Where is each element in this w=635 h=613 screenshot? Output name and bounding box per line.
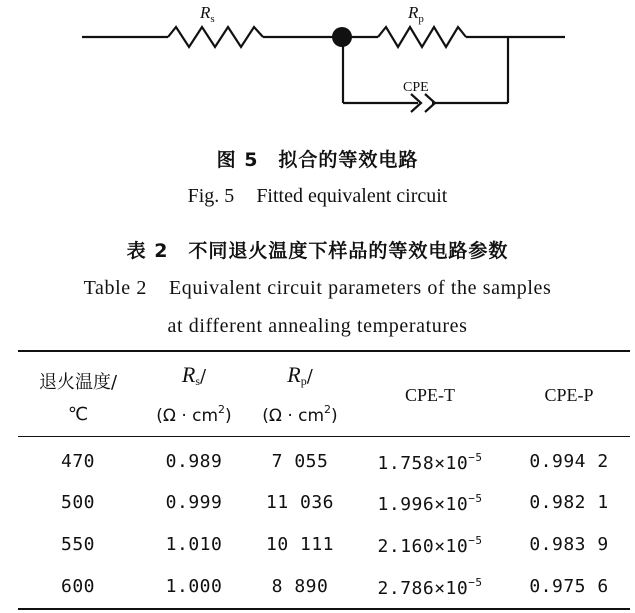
cell-cpe-t: $2.786\times 10^{-5}$ [377, 576, 483, 599]
header-rp: $R_p/$ [287, 362, 313, 388]
table-caption-en-line1 [0, 277, 635, 300]
cell-cpe-t: $1.996\times 10^{-5}$ [377, 492, 483, 515]
resistor-rp [378, 27, 466, 47]
header-temp-line2: ℃ [67, 404, 89, 425]
header-cpe-p: CPE-P [544, 385, 594, 405]
cell-temp: 500 [60, 492, 95, 513]
header-cpe-t: CPE-T [404, 385, 455, 405]
header-rs-unit: $(\Omega \cdot cm^2)$ [156, 403, 232, 426]
cell-rs: 1.000 [165, 576, 223, 597]
cell-rp: 11 036 [265, 492, 335, 513]
figure-caption-cn: 图 5 拟合的等效电路 [216, 149, 419, 171]
figure-caption-en [0, 185, 635, 208]
cell-cpe-t: $2.160\times 10^{-5}$ [377, 534, 483, 557]
table-number: Table 2 [83, 277, 147, 299]
label-rp: $R_p$ [408, 3, 424, 25]
table-header-rule [18, 436, 630, 437]
cell-temp: 600 [60, 576, 95, 597]
cell-rs: 1.010 [165, 534, 223, 555]
cell-cpe-t: $1.758\times 10^{-5}$ [377, 451, 483, 474]
header-rp-unit: $(\Omega \cdot cm^2)$ [262, 403, 338, 426]
header-temp-line1: 退火温度/ [38, 372, 118, 393]
equivalent-circuit-figure [0, 0, 635, 140]
label-rs: $R_s$ [200, 3, 215, 25]
cell-cpe-p: 0.975 6 [529, 576, 609, 597]
table-caption-cn: 表 2 不同退火温度下样品的等效电路参数 [126, 240, 509, 262]
cell-rp: 8 890 [271, 576, 329, 597]
label-cpe: CPE [403, 80, 429, 95]
header-rs: $R_s/$ [181, 362, 207, 388]
cell-rp: 7 055 [271, 451, 329, 472]
resistor-rs [168, 27, 263, 47]
cell-cpe-p: 0.983 9 [529, 534, 609, 555]
table-bottom-rule [18, 608, 630, 610]
cell-rp: 10 111 [265, 534, 335, 555]
table-caption-en-line2: at different annealing temperatures [167, 315, 468, 337]
cell-temp: 550 [60, 534, 95, 555]
cell-temp: 470 [60, 451, 95, 472]
cell-rs: 0.999 [165, 492, 223, 513]
cell-cpe-p: 0.994 2 [529, 451, 609, 472]
figure-number: Fig. 5 [187, 185, 235, 207]
junction-node [332, 27, 352, 47]
table-title-line1: Equivalent circuit parameters of the samples [168, 277, 552, 299]
cell-cpe-p: 0.982 1 [529, 492, 609, 513]
figure-title: Fitted equivalent circuit [256, 185, 448, 207]
cell-rs: 0.989 [165, 451, 223, 472]
table-top-rule [18, 350, 630, 352]
